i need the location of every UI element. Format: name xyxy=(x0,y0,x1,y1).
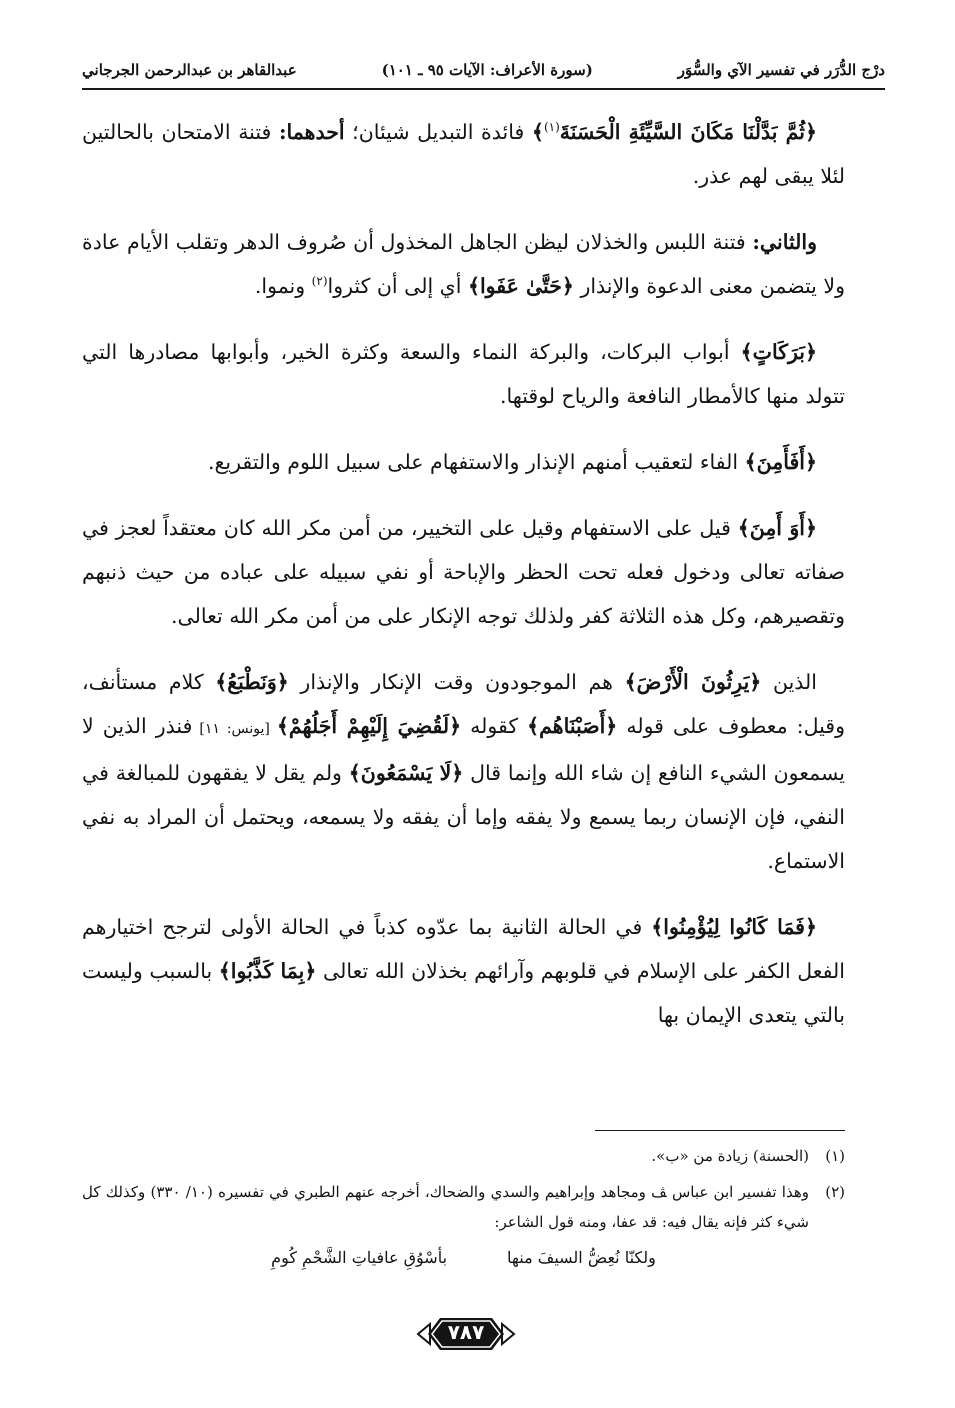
main-text xyxy=(82,110,845,1059)
paragraph-3: ﴿بَرَكَاتٍ﴾ أبواب البركات، والبركة النماء والسعة وكثرة الخير، وأبوابها مصادرها التي تتولد منها كالأمطار النافعة والرياح لوقتها. xyxy=(82,340,845,408)
footnote-1: (١)(الحسنة) زيادة من «ب». xyxy=(82,1141,845,1171)
quran-quote: ﴿بَرَكَاتٍ﴾ xyxy=(740,340,817,364)
page-number: ٧٨٧ xyxy=(447,1320,485,1344)
footnote-separator xyxy=(595,1130,845,1131)
quran-quote: ﴿أَفَأَمِنَ﴾ xyxy=(744,450,817,474)
verse-hemistich-2: بأسْوُقِ عافياتِ الشَّحْمِ كُومِ xyxy=(271,1248,448,1267)
quran-quote: ﴿حَتَّىٰ عَفَوا﴾ xyxy=(467,274,574,298)
verse-hemistich-1: ولكنّا نُعِضُّ السيفَ منها xyxy=(507,1248,656,1267)
quran-quote: ﴿لَقُضِيَ إِلَيْهِمْ أَجَلُهُمْ﴾ xyxy=(276,714,462,738)
footnotes xyxy=(82,1130,845,1273)
paragraph-1: ﴿ثُمَّ بَدَّلْنَا مَكَانَ السَّيِّئَةِ الْحَسَنَةَ$^{(١)}$﴾ فائدة التبديل شيئان؛ أحدهما: فتنة الامتحان بالحالتين لئلا يبقى لهم عذر. xyxy=(82,120,845,188)
author-name: عبدالقاهر بن عبدالرحمن الجرجاني xyxy=(82,61,297,79)
poetry-verse xyxy=(82,1243,845,1273)
surah-reference: [يونس: ١١] xyxy=(192,721,277,737)
quran-quote: ﴿بِمَا كَذَّبُوا﴾ xyxy=(218,959,317,983)
quran-quote: ﴿أَصَبْنَاهُم﴾ xyxy=(527,714,618,738)
quran-quote: ﴿يَرِثُونَ الْأَرْضَ﴾ xyxy=(624,670,762,694)
footnote-number: (١) xyxy=(825,1147,845,1165)
quran-quote: ﴿أَوَ أَمِنَ﴾ xyxy=(737,516,817,540)
quran-quote-close: ﴾ xyxy=(531,120,544,144)
paragraph-4: ﴿أَفَأَمِنَ﴾ الفاء لتعقيب أمنهم الإنذار والاستفهام على سبيل اللوم والتقريع. xyxy=(207,450,817,474)
page-number-badge xyxy=(416,1314,516,1354)
bold-term: أحدهما: xyxy=(278,120,345,144)
quran-quote: ﴿فَمَا كَانُوا لِيُؤْمِنُوا﴾ xyxy=(651,915,817,939)
paragraph-2: والثاني: فتنة اللبس والخذلان ليظن الجاهل المخذول أن صُروف الدهر وتقلب الأيام عادة ولا يتضمن معنى الدعوة والإنذار ﴿حَتَّىٰ عَفَوا﴾ أي إلى أن كثروا$^{(٢)}$ ونموا. xyxy=(82,230,845,298)
footnote-2: (٢)وهذا تفسير ابن عباس ﭫ ومجاهد وإبراهيم والسدي والضحاك، أخرجه عنهم الطبري في تفسيره (١٠/ ٣٣٠) وكذلك كل شيء كثر فإنه يقال فيه: قد عفا، ومنه قول الشاعر: xyxy=(82,1177,845,1237)
paragraph-6: الذين ﴿يَرِثُونَ الْأَرْضَ﴾ هم الموجودون وقت الإنكار والإنذار ﴿وَنَطْبَعُ﴾ كلام مستأنف، وقيل: معطوف على قوله ﴿أَصَبْنَاهُم﴾ كقوله ﴿لَقُضِيَ إِلَيْهِمْ أَجَلُهُمْ﴾ [يونس: ١١] فنذر الذين لا يسمعون الشيء النافع إن شاء الله وإنما قال ﴿لَا يَسْمَعُونَ﴾ ولم يقل لا يفقهون للمبالغة في النفي، فإن الإنسان ربما يسمع ولا يفقه وإما أن يفقه ولا يسمعه، ويحتمل أن المراد به نفي الاستماع. xyxy=(82,670,846,873)
running-header xyxy=(82,52,885,90)
footnote-ref: (٢) xyxy=(311,274,328,289)
paragraph-5: ﴿أَوَ أَمِنَ﴾ قيل على الاستفهام وقيل على التخيير، من أمن مكر الله كان معتقداً لعجز في صفاته تعالى ودخول فعله تحت الحظر والإباحة أو نفي سبيله على عباده من حيث ذنبهم وتقصيرهم، وكل هذه الثلاثة كفر ولذلك توجه الإنكار على من أمن مكر الله تعالى. xyxy=(82,516,845,628)
surah-section: (سورة الأعراف: الآيات ٩٥ ـ ١٠١) xyxy=(381,61,593,79)
quran-quote: ﴿ثُمَّ بَدَّلْنَا مَكَانَ السَّيِّئَةِ الْحَسَنَةَ xyxy=(559,120,817,144)
paragraph-7: ﴿فَمَا كَانُوا لِيُؤْمِنُوا﴾ في الحالة الثانية بما عدّوه كذباً في الحالة الأولى لترجح اختيارهم الفعل الكفر على الإسلام في قلوبهم وآرائهم بخذلان الله تعالى ﴿بِمَا كَذَّبُوا﴾ بالسبب وليست بالتي يتعدى الإيمان بها xyxy=(82,915,845,1027)
bold-term: والثاني: xyxy=(752,230,817,254)
quran-quote: ﴿وَنَطْبَعُ﴾ xyxy=(215,670,289,694)
quran-quote: ﴿لَا يَسْمَعُونَ﴾ xyxy=(348,761,464,785)
footnote-ref: (١) xyxy=(543,120,560,135)
footnote-number: (٢) xyxy=(825,1183,845,1201)
book-title: درْج الدُّرَر في تفسير الآي والسُّوَر xyxy=(677,61,885,79)
